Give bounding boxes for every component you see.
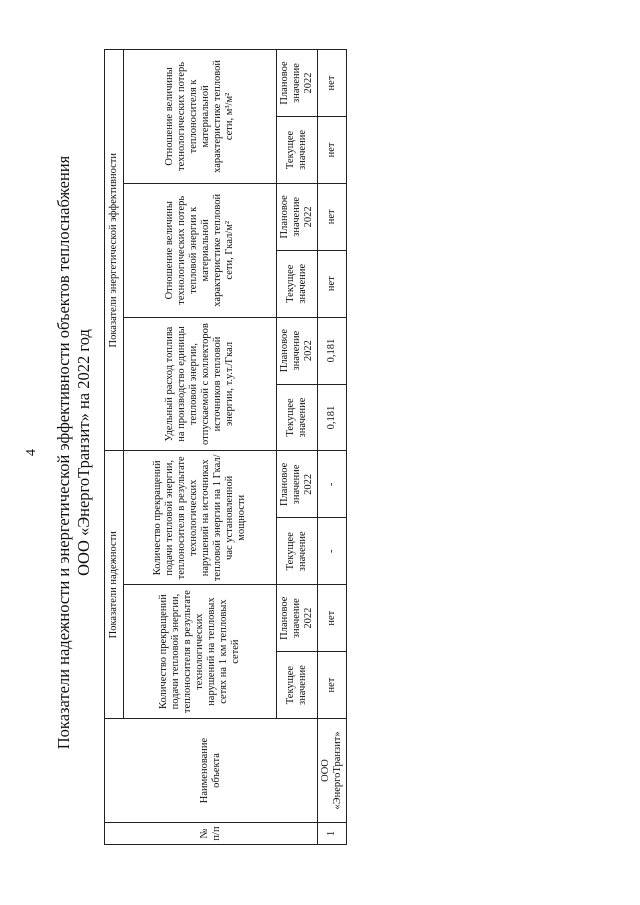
document-title — [54, 80, 94, 825]
header-current-value: Текущее значение — [277, 384, 318, 451]
table-cell: нет — [318, 250, 347, 317]
header-object-name: Наименование объекта — [105, 719, 318, 823]
header-planned-value: Плановое значение 2022 — [277, 183, 318, 250]
page-number: 4 — [24, 449, 39, 456]
table-cell: - — [318, 451, 347, 518]
table-group-header-row — [105, 50, 124, 845]
indicators-table — [104, 49, 347, 845]
row-object-name: ООО «ЭнергоТранзит» — [318, 719, 347, 823]
table-cell: 0,181 — [318, 317, 347, 384]
table-cell: нет — [318, 116, 347, 183]
header-indicator: Отношение величины технологических потерь тепловой энергии к материальной характеристике тепловой сети, Гкал/м² — [124, 183, 277, 317]
header-reliability-group: Показатели надежности — [105, 451, 124, 719]
header-planned-value: Плановое значение 2022 — [277, 451, 318, 518]
table-cell: - — [318, 518, 347, 585]
document-title-line-1: Показатели надежности и энергетической эффективности объектов теплоснабжения — [54, 155, 73, 750]
table-cell: нет — [318, 652, 347, 719]
header-indicator: Отношение величины технологических потерь теплоносителя к материальной характеристике тепловой сети, м³/м² — [124, 50, 277, 184]
table-cell: нет — [318, 585, 347, 652]
row-number: 1 — [318, 823, 347, 845]
header-number: № п/п — [105, 823, 318, 845]
table-cell: 0,181 — [318, 384, 347, 451]
header-current-value: Текущее значение — [277, 250, 318, 317]
header-indicator: Удельный расход топлива на производство единицы тепловой энергии, отпускаемой с коллекторов источников тепловой энергии, т.у.т./Гкал — [124, 317, 277, 451]
table-row — [318, 50, 347, 845]
header-planned-value: Плановое значение 2022 — [277, 585, 318, 652]
header-indicator: Количество прекращений подачи тепловой энергии, теплоносителя в результате технологических нарушений на тепловых сетях на 1 км тепловых сетей — [124, 585, 277, 719]
document-title-line-2: ООО «ЭнергоТранзит» на 2022 год — [74, 329, 93, 576]
table-cell: нет — [318, 183, 347, 250]
table-cell: нет — [318, 50, 347, 117]
header-current-value: Текущее значение — [277, 518, 318, 585]
header-planned-value: Плановое значение 2022 — [277, 50, 318, 117]
header-efficiency-group: Показатели энергетической эффективности — [105, 50, 124, 451]
header-planned-value: Плановое значение 2022 — [277, 317, 318, 384]
header-current-value: Текущее значение — [277, 652, 318, 719]
header-current-value: Текущее значение — [277, 116, 318, 183]
header-indicator: Количество прекращений подачи тепловой энергии, теплоносителя в результате технологических нарушений на источниках тепловой энергии на 1 Гкал/час установленной мощности — [124, 451, 277, 585]
